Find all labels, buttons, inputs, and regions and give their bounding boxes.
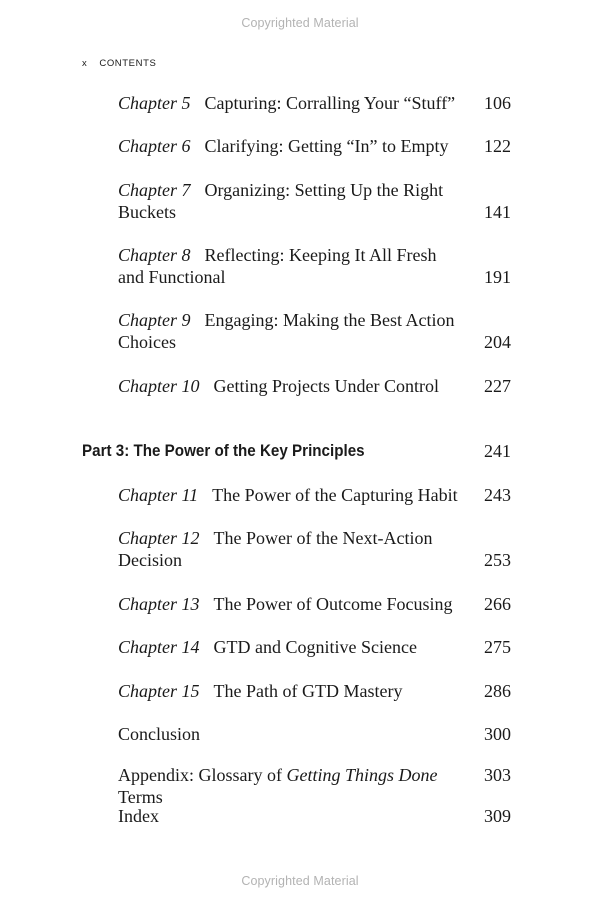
toc-entry-appendix[interactable] <box>118 764 463 808</box>
page-number: 303 <box>484 765 511 785</box>
page-number: 275 <box>484 637 511 657</box>
chapter-label: Chapter 6 <box>118 136 191 156</box>
page-number: 309 <box>484 806 511 826</box>
running-head <box>82 58 156 69</box>
page-number: 106 <box>484 93 511 113</box>
chapter-title: Clarifying: Getting “In” to Empty <box>204 136 449 156</box>
chapter-title-line-2: Decision <box>118 550 182 570</box>
toc-entry-chapter-5[interactable] <box>118 92 463 114</box>
chapter-label: Chapter 7 <box>118 180 191 200</box>
running-head-page-number: x <box>82 58 88 69</box>
appendix-suffix: Terms <box>118 787 163 807</box>
chapter-title: Getting Projects Under Control <box>213 376 439 396</box>
toc-entry-chapter-15[interactable] <box>118 680 463 702</box>
chapter-title-line-1: Organizing: Setting Up the Right <box>204 180 444 200</box>
page-number: 227 <box>484 376 511 396</box>
toc-entry-chapter-7[interactable] <box>118 179 463 223</box>
running-head-title: CONTENTS <box>99 58 157 69</box>
toc-entry-chapter-9[interactable] <box>118 309 463 353</box>
chapter-label: Chapter 12 <box>118 528 200 548</box>
toc-entry-chapter-14[interactable] <box>118 636 463 658</box>
chapter-title: Capturing: Corralling Your “Stuff” <box>204 93 456 113</box>
chapter-label: Chapter 11 <box>118 485 199 505</box>
page-number: 300 <box>484 724 511 744</box>
copyright-watermark-bottom: Copyrighted Material <box>241 874 359 888</box>
chapter-label: Chapter 10 <box>118 376 200 396</box>
chapter-label: Chapter 9 <box>118 310 191 330</box>
page-number: 286 <box>484 681 511 701</box>
chapter-title-line-1: Engaging: Making the Best Action <box>204 310 455 330</box>
chapter-label: Chapter 5 <box>118 93 191 113</box>
chapter-title-line-1: The Power of the Next-Action <box>213 528 433 548</box>
page-number: 122 <box>484 136 511 156</box>
toc-entry-chapter-12[interactable] <box>118 527 463 571</box>
page-number: 241 <box>484 441 511 461</box>
page-number: 204 <box>484 332 511 352</box>
part-3-heading[interactable]: Part 3: The Power of the Key Principles <box>82 442 365 460</box>
copyright-watermark-top: Copyrighted Material <box>241 16 359 30</box>
toc-entry-conclusion[interactable]: Conclusion <box>118 724 201 744</box>
toc-entry-index[interactable]: Index <box>118 806 159 826</box>
page-number: 191 <box>484 267 511 287</box>
chapter-title-line-2: and Functional <box>118 267 226 287</box>
toc-entry-chapter-6[interactable] <box>118 135 463 157</box>
chapter-title: The Power of the Capturing Habit <box>212 485 458 505</box>
chapter-title-line-2: Choices <box>118 332 176 352</box>
chapter-title: The Path of GTD Mastery <box>213 681 403 701</box>
chapter-title-line-1: Reflecting: Keeping It All Fresh <box>204 245 437 265</box>
page-number: 253 <box>484 550 511 570</box>
chapter-label: Chapter 14 <box>118 637 200 657</box>
toc-entry-chapter-8[interactable] <box>118 244 463 288</box>
appendix-prefix: Appendix: Glossary of <box>118 765 287 785</box>
toc-entry-chapter-11[interactable] <box>118 484 463 506</box>
page-number: 266 <box>484 594 511 614</box>
appendix-book-title: Getting Things Done <box>286 765 438 785</box>
chapter-label: Chapter 8 <box>118 245 191 265</box>
chapter-title: The Power of Outcome Focusing <box>213 594 453 614</box>
chapter-title: GTD and Cognitive Science <box>213 637 417 657</box>
toc-entry-chapter-13[interactable] <box>118 593 463 615</box>
chapter-label: Chapter 13 <box>118 594 200 614</box>
chapter-title-line-2: Buckets <box>118 202 176 222</box>
page-number: 141 <box>484 202 511 222</box>
chapter-label: Chapter 15 <box>118 681 200 701</box>
page-number: 243 <box>484 485 511 505</box>
toc-entry-chapter-10[interactable] <box>118 375 463 397</box>
